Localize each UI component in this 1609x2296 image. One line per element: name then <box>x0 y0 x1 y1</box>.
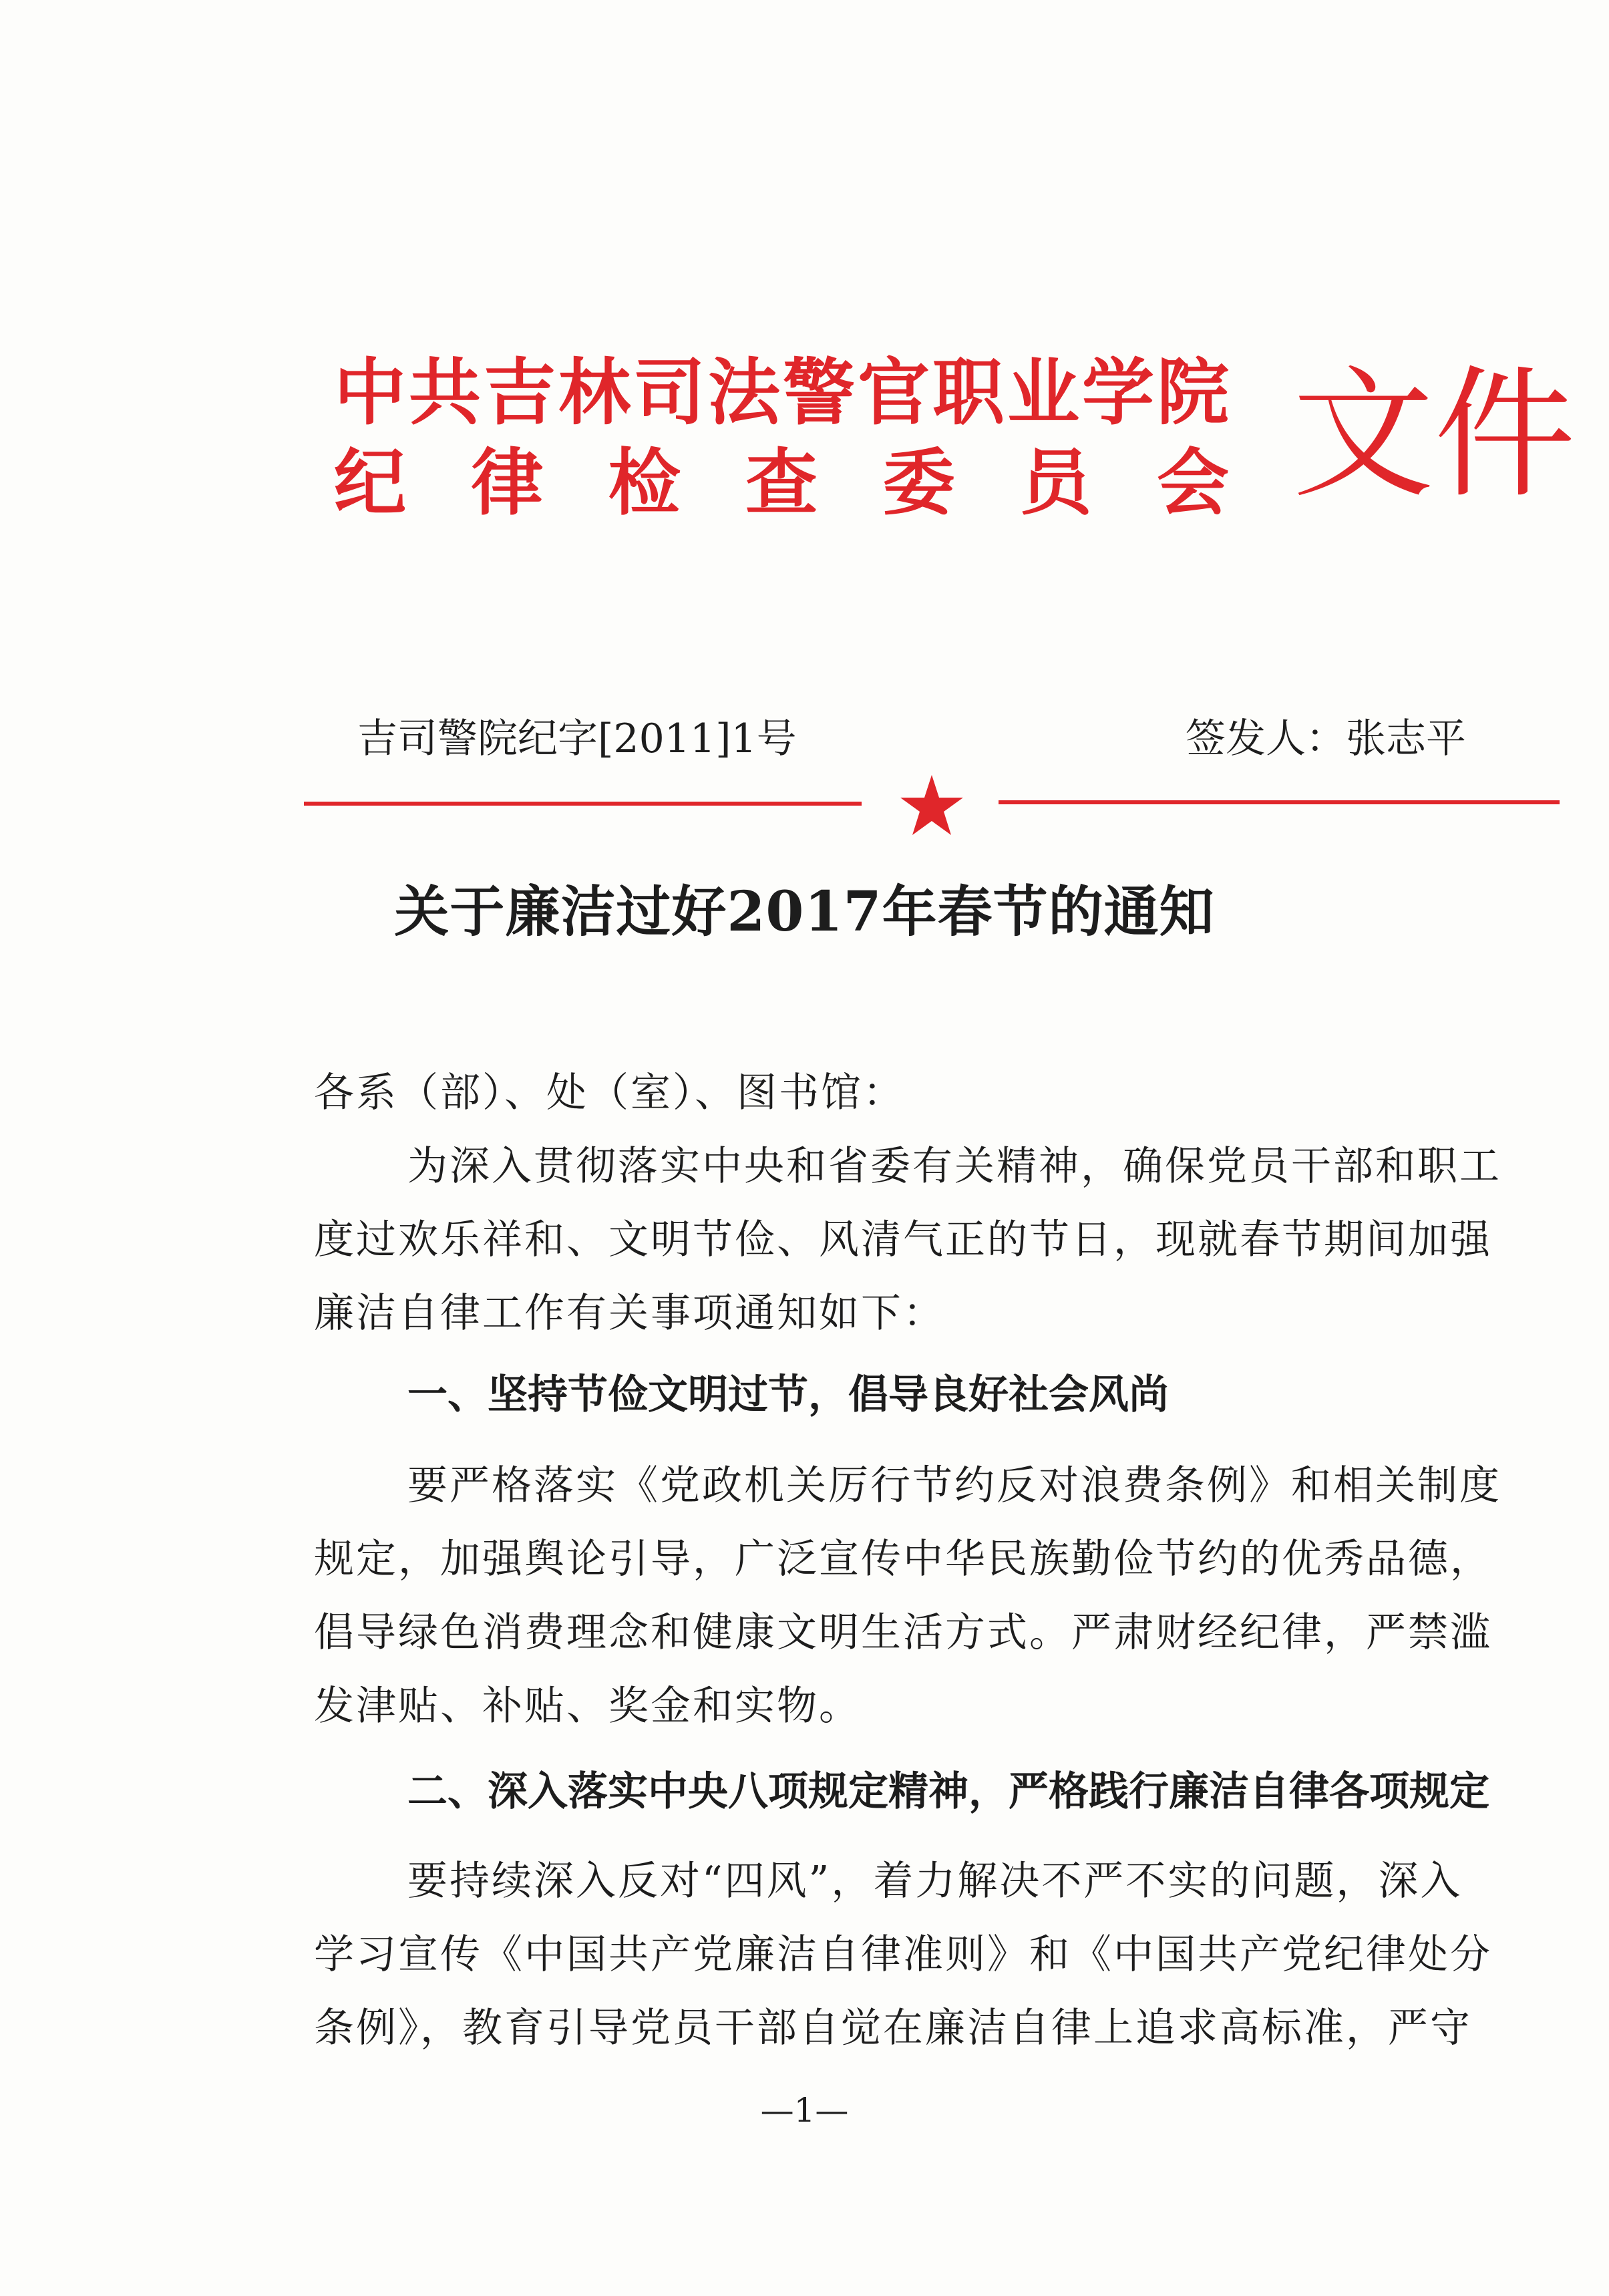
red-divider-right <box>999 800 1560 804</box>
intro-line: 廉洁自律工作有关事项通知如下： <box>314 1290 945 1337</box>
masthead-org-line-1: 中共吉林司法警官职业学院 <box>334 351 1232 435</box>
signer: 签发人：张志平 <box>1186 715 1466 762</box>
section-2-line: 条例》，教育引导党员干部自觉在廉洁自律上追求高标准，严守 <box>314 2005 1472 2052</box>
section-1-line: 要严格落实《党政机关厉行节约反对浪费条例》和相关制度 <box>407 1462 1501 1509</box>
section-1-line: 规定，加强舆论引导，广泛宣传中华民族勤俭节约的优秀品德， <box>314 1536 1492 1583</box>
addressee: 各系（部）、处（室）、图书馆： <box>314 1070 905 1116</box>
intro-line: 度过欢乐祥和、文明节俭、风清气正的节日，现就春节期间加强 <box>314 1216 1492 1263</box>
masthead-org-line-2 <box>334 442 1229 525</box>
masthead-char: 员 <box>1019 442 1092 525</box>
masthead-char: 查 <box>745 442 818 525</box>
masthead-doc-type: 文件 <box>1292 352 1576 517</box>
masthead-char: 纪 <box>334 442 407 525</box>
red-star-icon <box>898 774 965 838</box>
document-title: 关于廉洁过好2017年春节的通知 <box>394 880 1215 944</box>
section-heading-1: 一、坚持节俭文明过节，倡导良好社会风尚 <box>407 1371 1169 1418</box>
document-number: 吉司警院纪字[2011]1号 <box>357 715 797 762</box>
section-1-line: 倡导绿色消费理念和健康文明生活方式。严肃财经纪律，严禁滥 <box>314 1609 1492 1656</box>
masthead-char: 委 <box>882 442 955 525</box>
section-2-line: 学习宣传《中国共产党廉洁自律准则》和《中国共产党纪律处分 <box>314 1931 1492 1978</box>
masthead-char: 律 <box>471 442 544 525</box>
page-number: —1— <box>760 2091 849 2130</box>
section-2-line: 要持续深入反对“四风”，着力解决不严不实的问题，深入 <box>407 1858 1463 1905</box>
masthead-char: 会 <box>1156 442 1229 525</box>
section-heading-2: 二、深入落实中央八项规定精神，严格践行廉洁自律各项规定 <box>407 1768 1489 1815</box>
red-divider-left <box>304 802 862 806</box>
masthead-char: 检 <box>608 442 681 525</box>
intro-line: 为深入贯彻落实中央和省委有关精神，确保党员干部和职工 <box>407 1143 1501 1190</box>
section-1-line: 发津贴、补贴、奖金和实物。 <box>314 1683 861 1730</box>
